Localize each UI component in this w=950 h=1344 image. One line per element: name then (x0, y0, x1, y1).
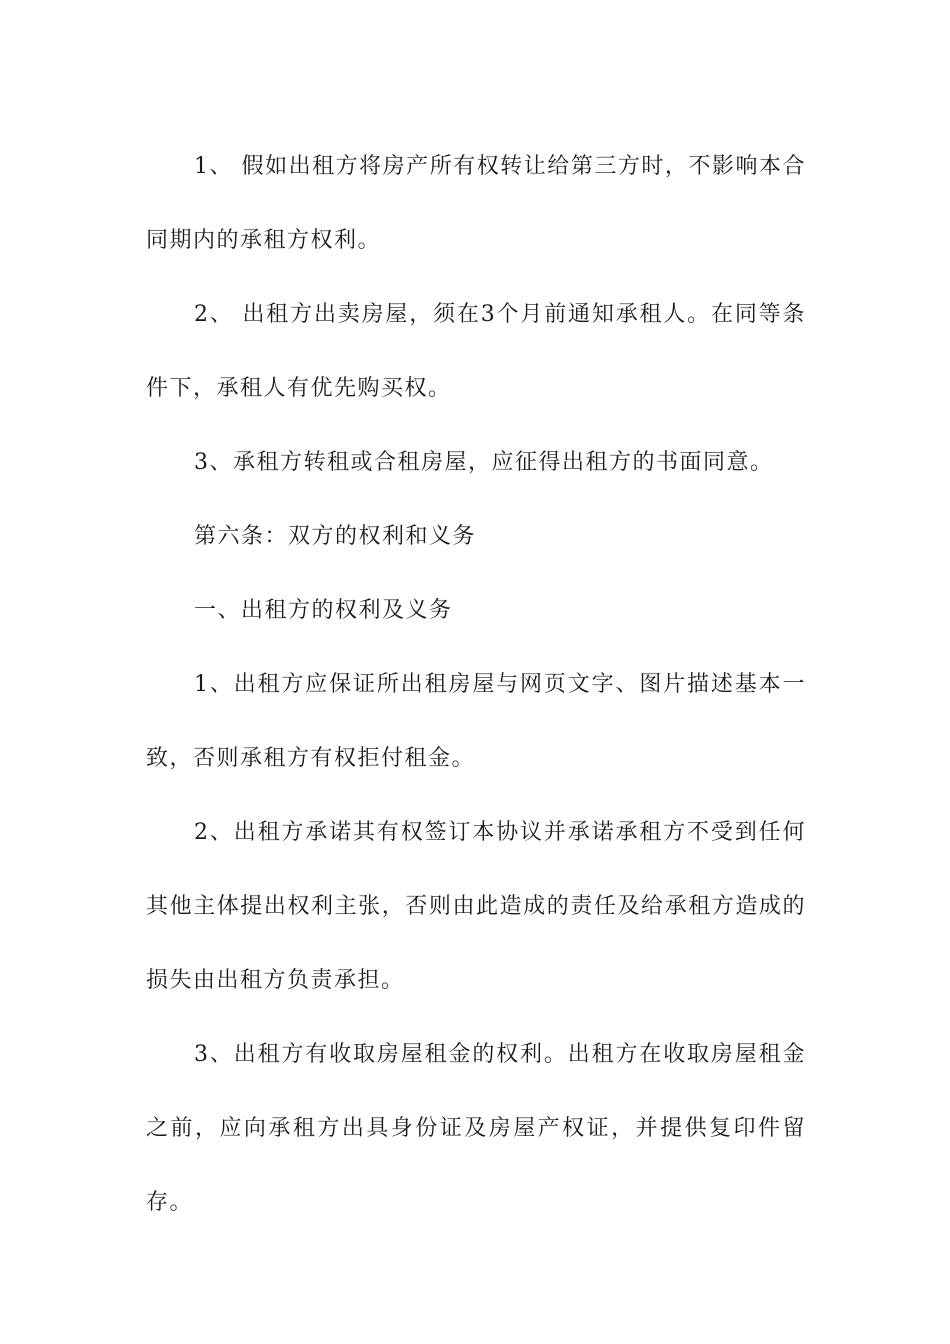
clause-lessor-description: 1、出租方应保证所出租房屋与网页文字、图片描述基本一致，否则承租方有权拒付租金。 (146, 672, 806, 771)
document-body (146, 130, 806, 1240)
section-heading-article-six: 第六条：双方的权利和义务 (194, 524, 477, 549)
clause-sublease: 3、承租方转租或合租房屋，应征得出租方的书面同意。 (194, 450, 774, 475)
clause-transfer-ownership: 1、 假如出租方将房产所有权转让给第三方时，不影响本合同期内的承租方权利。 (146, 154, 806, 253)
clause-lessor-rent: 3、出租方有收取房屋租金的权利。出租方在收取房屋租金之前，应向承租方出具身份证及房屋产权证，并提供复印件留存。 (146, 1042, 806, 1215)
subsection-heading-lessor: 一、出租方的权利及义务 (194, 598, 453, 623)
clause-sale-notice: 2、 出租方出卖房屋，须在3个月前通知承租人。在同等条件下，承租人有优先购买权。 (146, 302, 806, 401)
clause-lessor-warranty: 2、出租方承诺其有权签订本协议并承诺承租方不受到任何其他主体提出权利主张，否则由此造成的责任及给承租方造成的损失由出租方负责承担。 (146, 820, 806, 993)
